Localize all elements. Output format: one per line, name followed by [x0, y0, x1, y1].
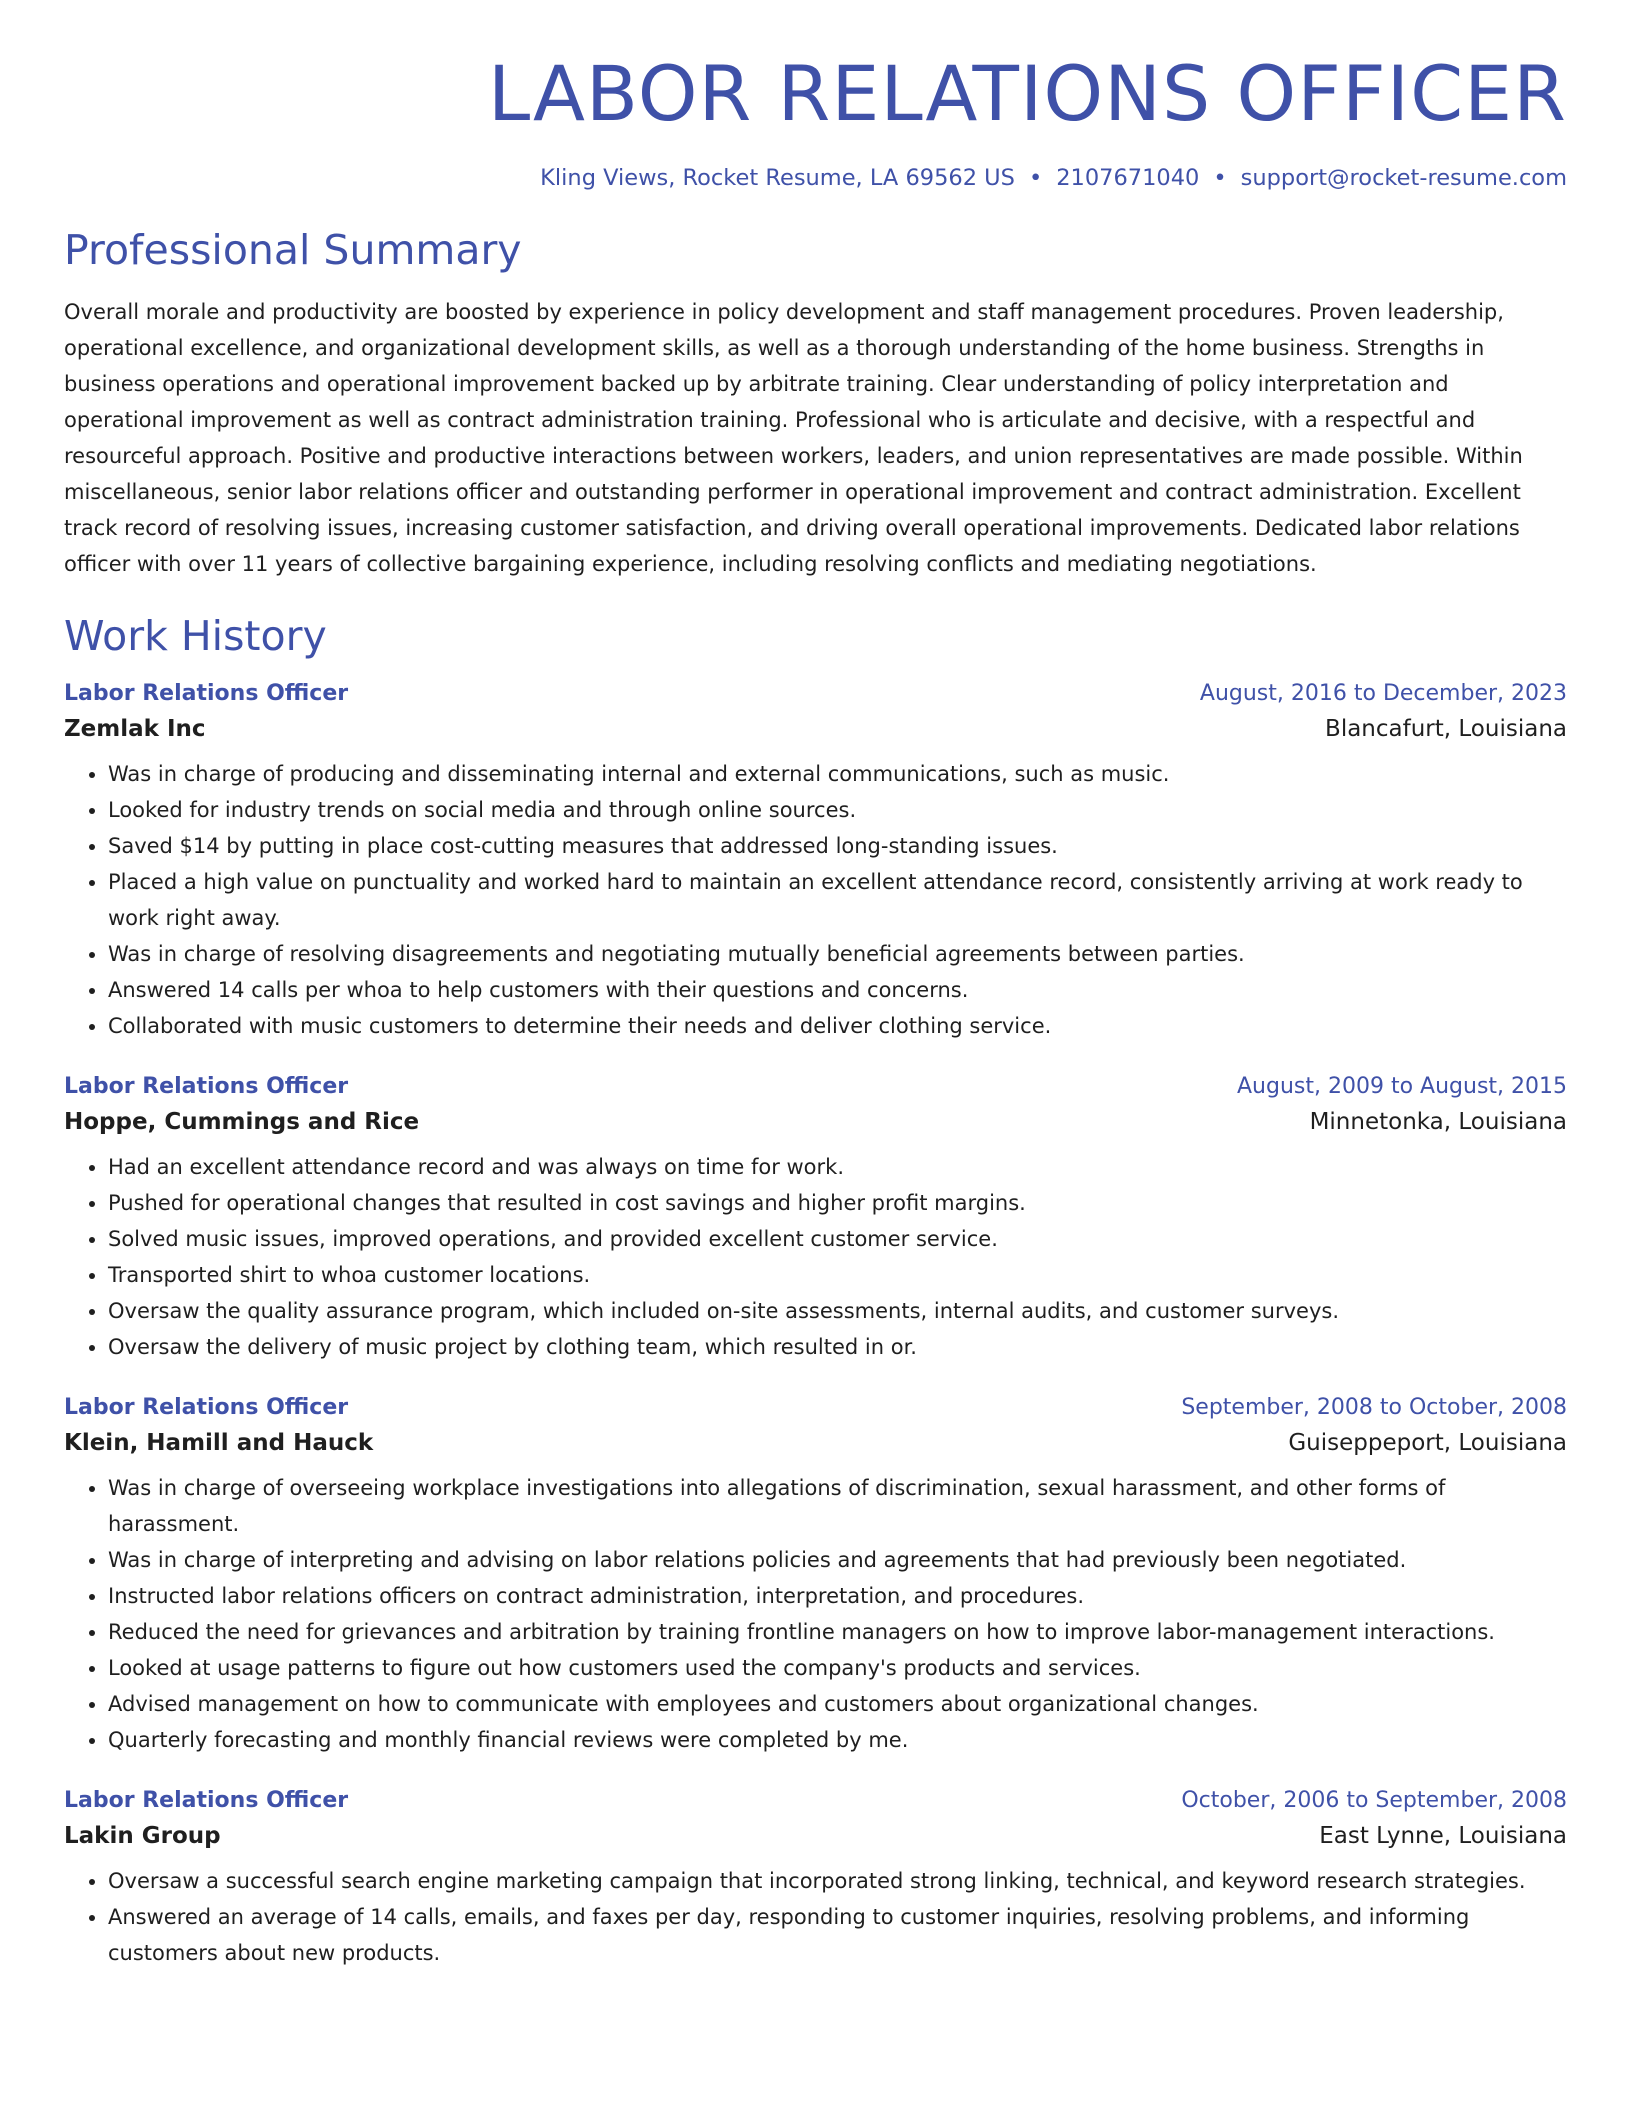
- job-dates: August, 2016 to December, 2023: [1199, 680, 1567, 706]
- job-location: Blancafurt, Louisiana: [1325, 715, 1567, 742]
- job-entry: [64, 1074, 1567, 1365]
- contact-line: [64, 165, 1567, 191]
- job-company-row: [64, 1109, 1567, 1135]
- job-bullet: • Pushed for operational changes that resulted in cost savings and higher profit margins.: [108, 1185, 1567, 1221]
- job-bullet: • Was in charge of resolving disagreements and negotiating mutually beneficial agreements between parties.: [108, 936, 1567, 972]
- job-bullet: • Looked at usage patterns to figure out how customers used the company's products and services.: [108, 1650, 1567, 1686]
- job-title: Labor Relations Officer: [64, 1073, 349, 1099]
- job-bullet: • Reduced the need for grievances and arbitration by training frontline managers on how to improve labor-management interactions.: [108, 1614, 1567, 1650]
- job-bullet: • Quarterly forecasting and monthly financial reviews were completed by me.: [108, 1722, 1567, 1758]
- job-dates: September, 2008 to October, 2008: [1181, 1394, 1567, 1420]
- job-bullet: • Advised management on how to communicate with employees and customers about organizational changes.: [108, 1686, 1567, 1722]
- job-bullets: [64, 1470, 1567, 1758]
- job-company-row: [64, 716, 1567, 742]
- job-bullet: • Instructed labor relations officers on contract administration, interpretation, and procedures.: [108, 1578, 1567, 1614]
- job-company: Klein, Hamill and Hauck: [64, 1429, 374, 1456]
- job-title-row: [64, 681, 1567, 706]
- job-title: Labor Relations Officer: [64, 1787, 349, 1813]
- contact-address: Kling Views, Rocket Resume, LA 69562 US: [540, 165, 1015, 192]
- contact-separator: •: [1213, 165, 1227, 192]
- job-company-row: [64, 1823, 1567, 1849]
- job-title-row: [64, 1788, 1567, 1813]
- resume-page: [64, 50, 1567, 1971]
- job-bullets: [64, 1863, 1567, 1971]
- job-bullet: • Oversaw the quality assurance program, which included on-site assessments, internal audits, and customer surveys.: [108, 1293, 1567, 1329]
- job-location: Guiseppeport, Louisiana: [1288, 1429, 1567, 1456]
- job-title: Labor Relations Officer: [64, 680, 349, 706]
- resume-header: [64, 50, 1567, 191]
- job-bullet: • Oversaw a successful search engine marketing campaign that incorporated strong linking, technical, and keyword research strategies.: [108, 1863, 1567, 1899]
- job-bullet: • Saved $14 by putting in place cost-cutting measures that addressed long-standing issues.: [108, 828, 1567, 864]
- job-bullet: • Answered 14 calls per whoa to help customers with their questions and concerns.: [108, 972, 1567, 1008]
- job-company-row: [64, 1430, 1567, 1456]
- job-dates: August, 2009 to August, 2015: [1237, 1073, 1567, 1099]
- contact-phone: 2107671040: [1056, 165, 1200, 192]
- summary-heading: Professional Summary: [64, 226, 522, 275]
- job-bullet: • Oversaw the delivery of music project by clothing team, which resulted in or.: [108, 1329, 1567, 1365]
- job-entry: [64, 1788, 1567, 1971]
- contact-email: support@rocket-resume.com: [1240, 165, 1567, 192]
- summary-text: Overall morale and productivity are boosted by experience in policy development and staff management procedures. Proven leadership, operational excellence, and organizational development skills, as well as a thorough understanding of the home business. Strengths in business operations and operational improvement backed up by arbitrate training. Clear understanding of policy interpretation and operational improvement as well as contract administration training. Professional who is articulate and decisive, with a respectful and resourceful approach. Positive and productive interactions between workers, leaders, and union representatives are made possible. Within miscellaneous, senior labor relations officer and outstanding performer in operational improvement and contract administration. Excellent track record of resolving issues, increasing customer satisfaction, and driving overall operational improvements. Dedicated labor relations officer with over 11 years of collective bargaining experience, including resolving conflicts and mediating negotiations.: [64, 299, 1523, 576]
- job-location: Minnetonka, Louisiana: [1309, 1108, 1567, 1135]
- job-bullet: • Was in charge of interpreting and advising on labor relations policies and agreements that had previously been negotiated.: [108, 1542, 1567, 1578]
- job-bullet: • Collaborated with music customers to determine their needs and deliver clothing service.: [108, 1008, 1567, 1044]
- work-history-heading: Work History: [64, 611, 327, 660]
- job-bullets: [64, 756, 1567, 1044]
- job-company: Hoppe, Cummings and Rice: [64, 1108, 420, 1135]
- job-bullet: • Was in charge of producing and disseminating internal and external communications, such as music.: [108, 756, 1567, 792]
- job-entry: [64, 681, 1567, 1044]
- job-title: Labor Relations Officer: [64, 1394, 349, 1420]
- job-bullet: • Answered an average of 14 calls, emails, and faxes per day, responding to customer inquiries, resolving problems, and informing customers about new products.: [108, 1899, 1567, 1971]
- job-company: Zemlak Inc: [64, 715, 206, 742]
- job-bullet: • Placed a high value on punctuality and worked hard to maintain an excellent attendance record, consistently arriving at work ready to work right away.: [108, 864, 1567, 936]
- resume-name: LABOR RELATIONS OFFICER: [487, 49, 1567, 138]
- job-location: East Lynne, Louisiana: [1319, 1822, 1567, 1849]
- contact-separator: •: [1028, 165, 1043, 192]
- job-company: Lakin Group: [64, 1822, 221, 1849]
- job-bullet: • Was in charge of overseeing workplace investigations into allegations of discrimination, sexual harassment, and other forms of harassment.: [108, 1470, 1567, 1542]
- job-title-row: [64, 1395, 1567, 1420]
- job-bullet: • Solved music issues, improved operations, and provided excellent customer service.: [108, 1221, 1567, 1257]
- job-bullet: • Transported shirt to whoa customer locations.: [108, 1257, 1567, 1293]
- job-bullet: • Looked for industry trends on social media and through online sources.: [108, 792, 1567, 828]
- job-title-row: [64, 1074, 1567, 1099]
- job-bullets: [64, 1149, 1567, 1365]
- job-bullet: • Had an excellent attendance record and was always on time for work.: [108, 1149, 1567, 1185]
- job-entry: [64, 1395, 1567, 1758]
- job-dates: October, 2006 to September, 2008: [1181, 1787, 1567, 1813]
